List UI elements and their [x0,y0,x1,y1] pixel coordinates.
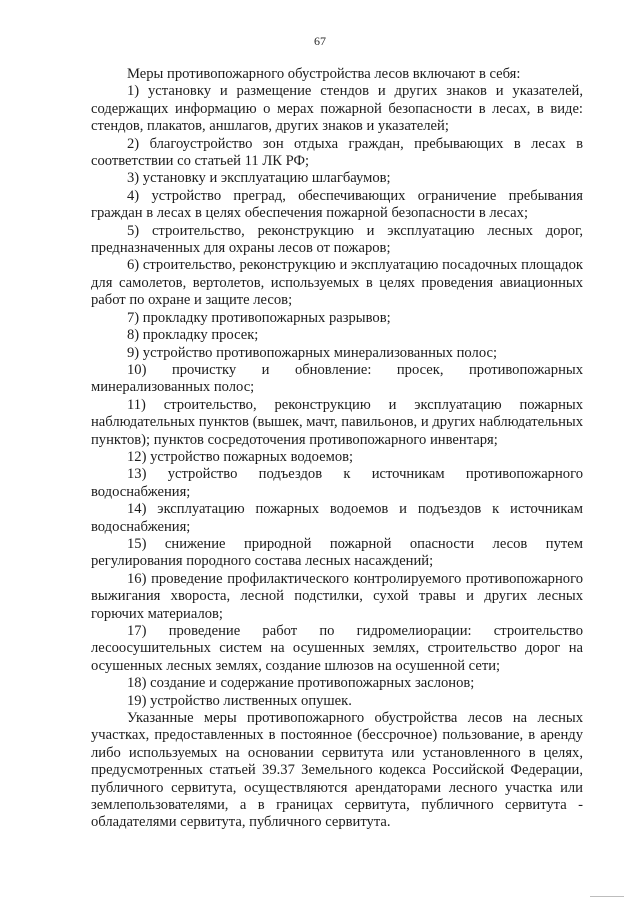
body-text [91,66,583,832]
page-corner-mark [590,896,624,897]
list-item: 19) устройство лиственных опушек. [127,692,352,709]
list-item: 12) устройство пожарных водоемов; [127,448,354,465]
measures-list [91,83,583,710]
list-item: 17) проведение работ по гидромелиорации: строительство лесоосушительных систем на осушенных землях, строительство дорог на осушенных лесных землях, создание шлюзов на осушенной сети; [91,623,583,674]
list-item: 2) благоустройство зон отдыха граждан, пребывающих в лесах в соответствии со статьей 11 ЛК РФ; [91,135,583,170]
list-item: 18) создание и содержание противопожарных заслонов; [127,675,475,692]
closing-paragraph: Указанные меры противопожарного обустройства лесов на лесных участках, предоставленных в постоянное (бессрочное) пользование, в аренду либо используемых на основании сервитута или установленного в целях, предусмотренных статьей 39.37 Земельного кодекса Российской Федерации, публичного сервитута, осуществляются арендаторами лесного участка или землепользователями, а в границах сервитута, публичного сервитута - обладателями сервитута, публичного сервитута. [91,710,583,831]
list-item: 14) эксплуатацию пожарных водоемов и подъездов к источникам водоснабжения; [91,501,583,535]
list-item: 9) устройство противопожарных минерализованных полос; [127,344,498,361]
list-item: 16) проведение профилактического контролируемого противопожарного выжигания хвороста, лесной подстилки, сухой травы и других лесных горючих материалов; [91,570,583,622]
list-item: 4) устройство преград, обеспечивающих ограничение пребывания граждан в лесах в целях обеспечения пожарной безопасности в лесах; [91,187,583,222]
list-item: 3) установку и эксплуатацию шлагбаумов; [127,170,391,187]
list-item: 10) прочистку и обновление: просек, противопожарных минерализованных полос; [91,361,583,396]
list-item: 13) устройство подъездов к источникам противопожарного водоснабжения; [91,466,583,500]
list-item: 7) прокладку противопожарных разрывов; [127,309,391,326]
list-item: 1) установку и размещение стендов и других знаков и указателей, содержащих информацию о мерах пожарной безопасности в лесах, в виде: стендов, плакатов, аншлагов, других знаков и указателей; [91,83,583,135]
list-item: 15) снижение природной пожарной опасности лесов путем регулирования породного состава лесных насаждений; [91,535,583,570]
list-item: 8) прокладку просек; [127,327,259,344]
list-item: 6) строительство, реконструкцию и эксплуатацию посадочных площадок для самолетов, вертолетов, используемых в целях проведения авиационных работ по охране и защите лесов; [91,257,583,309]
list-item: 11) строительство, реконструкцию и эксплуатацию пожарных наблюдательных пунктов (вышек, мачт, павильонов, и других наблюдательных пунктов); пунктов сосредоточения противопожарного инвентаря; [91,396,583,448]
intro-paragraph: Меры противопожарного обустройства лесов включают в себя: [127,66,521,82]
list-item: 5) строительство, реконструкцию и эксплуатацию лесных дорог, предназначенных для охраны лесов от пожаров; [91,222,583,257]
page-number: 67 [314,34,326,48]
